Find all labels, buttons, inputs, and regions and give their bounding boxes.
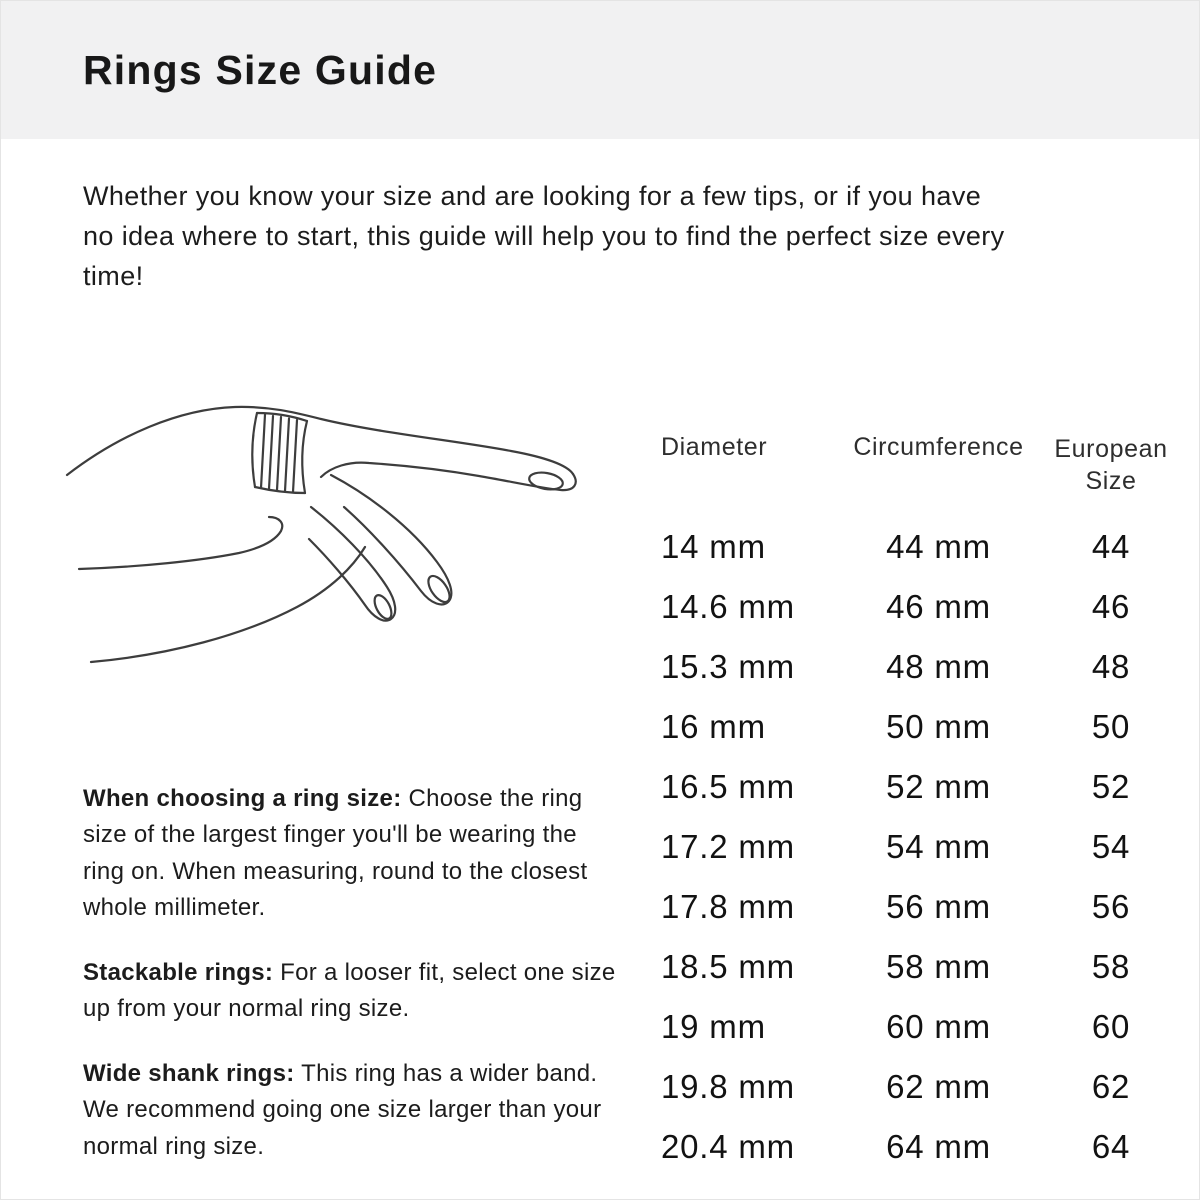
table-header-row bbox=[661, 433, 1186, 497]
table-row bbox=[661, 637, 1186, 697]
cell-circumference: 56 mm bbox=[886, 888, 991, 925]
cell-circumference: 48 mm bbox=[886, 648, 991, 685]
tips-section bbox=[83, 781, 623, 1193]
cell-european-size: 50 bbox=[1091, 708, 1131, 745]
table-row bbox=[661, 1057, 1186, 1117]
page-title: Rings Size Guide bbox=[83, 46, 438, 93]
hand-ring-illustration bbox=[39, 357, 619, 687]
cell-european-size: 58 bbox=[1091, 948, 1131, 985]
cell-diameter: 20.4 mm bbox=[661, 1128, 795, 1165]
hand-with-ring-icon bbox=[39, 357, 619, 687]
cell-european-size: 48 bbox=[1091, 648, 1131, 685]
table-row bbox=[661, 517, 1186, 577]
cell-european-size: 52 bbox=[1091, 768, 1131, 805]
cell-circumference: 44 mm bbox=[886, 528, 991, 565]
header-band bbox=[1, 1, 1199, 139]
cell-diameter: 14 mm bbox=[661, 528, 766, 565]
cell-circumference: 60 mm bbox=[886, 1008, 991, 1045]
cell-diameter: 14.6 mm bbox=[661, 588, 795, 625]
cell-diameter: 17.8 mm bbox=[661, 888, 795, 925]
cell-european-size: 56 bbox=[1091, 888, 1131, 925]
tip-choosing-ring-size-text: Choose the ring size of the largest finger you'll be wearing the ring on. When measuring, round to the closest whole millimeter. bbox=[83, 785, 588, 922]
table-row bbox=[661, 877, 1186, 937]
cell-european-size: 46 bbox=[1091, 588, 1131, 625]
tip-wide-shank-rings-lead: Wide shank rings: bbox=[83, 1059, 295, 1087]
table-row bbox=[661, 937, 1186, 997]
column-header-european-size: European Size bbox=[1054, 435, 1168, 495]
cell-european-size: 64 bbox=[1091, 1128, 1131, 1165]
table-row bbox=[661, 697, 1186, 757]
table-row bbox=[661, 997, 1186, 1057]
cell-diameter: 19.8 mm bbox=[661, 1068, 795, 1105]
ring-size-table bbox=[661, 433, 1186, 1177]
cell-diameter: 17.2 mm bbox=[661, 828, 795, 865]
table-row bbox=[661, 817, 1186, 877]
intro-text: Whether you know your size and are looking for a few tips, or if you have no idea where to start, this guide will help you to find the perfect size every time! bbox=[83, 181, 1005, 291]
tip-wide-shank-rings bbox=[83, 1056, 623, 1165]
cell-circumference: 58 mm bbox=[886, 948, 991, 985]
cell-circumference: 52 mm bbox=[886, 768, 991, 805]
cell-diameter: 15.3 mm bbox=[661, 648, 795, 685]
cell-european-size: 62 bbox=[1091, 1068, 1131, 1105]
tip-stackable-rings-text: For a looser fit, select one size up from your normal ring size. bbox=[83, 958, 616, 1023]
table-row bbox=[661, 577, 1186, 637]
tip-stackable-rings bbox=[83, 955, 623, 1028]
column-header-diameter: Diameter bbox=[661, 433, 768, 461]
tip-choosing-ring-size-lead: When choosing a ring size: bbox=[83, 785, 402, 812]
cell-diameter: 16.5 mm bbox=[661, 768, 795, 805]
cell-european-size: 60 bbox=[1091, 1008, 1131, 1045]
cell-circumference: 62 mm bbox=[886, 1068, 991, 1105]
cell-european-size: 44 bbox=[1091, 528, 1131, 565]
tip-wide-shank-rings-text: This ring has a wider band. We recommend going one size larger than your normal ring size. bbox=[83, 1059, 602, 1160]
cell-circumference: 46 mm bbox=[886, 588, 991, 625]
cell-diameter: 19 mm bbox=[661, 1008, 766, 1045]
cell-diameter: 18.5 mm bbox=[661, 948, 795, 985]
cell-circumference: 50 mm bbox=[886, 708, 991, 745]
table-row bbox=[661, 1117, 1186, 1177]
tip-stackable-rings-lead: Stackable rings: bbox=[83, 958, 274, 986]
cell-diameter: 16 mm bbox=[661, 708, 766, 745]
table-row bbox=[661, 757, 1186, 817]
column-header-circumference: Circumference bbox=[853, 433, 1024, 461]
cell-circumference: 64 mm bbox=[886, 1128, 991, 1165]
tip-choosing-ring-size bbox=[83, 781, 623, 927]
cell-circumference: 54 mm bbox=[886, 828, 991, 865]
cell-european-size: 54 bbox=[1091, 828, 1131, 865]
